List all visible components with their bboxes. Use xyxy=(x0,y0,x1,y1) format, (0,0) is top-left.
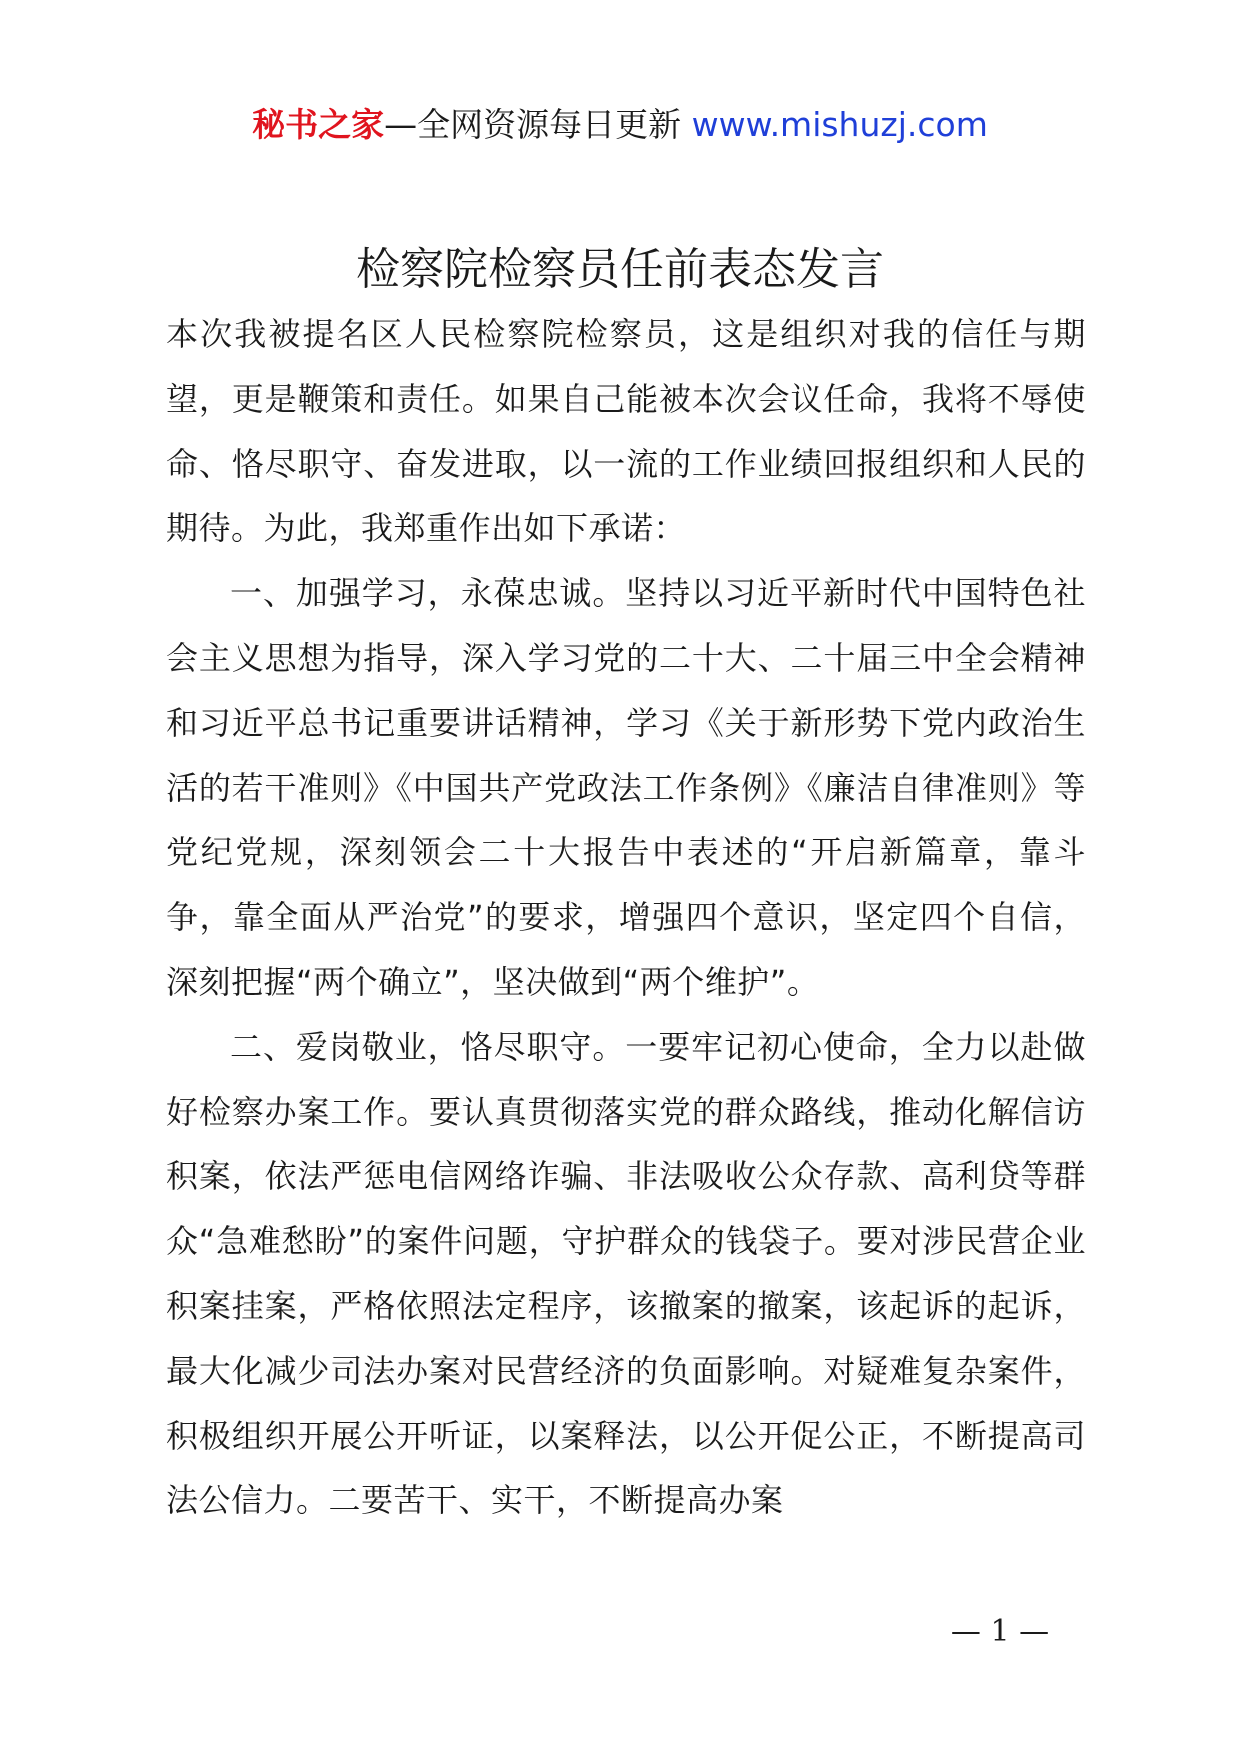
brand-name: 秘书之家 xyxy=(252,105,385,144)
page-number: — 1 — xyxy=(950,1614,1050,1649)
site-url-link[interactable]: www.mishuzj.com xyxy=(691,105,988,144)
paragraph-intro: 本次我被提名区人民检察院检察员，这是组织对我的信任与期望，更是鞭策和责任。如果自己能被本次会议任命，我将不辱使命、恪尽职守、奋发进取，以一流的工作业绩回报组织和人民的期待。为此，我郑重作出如下承诺： xyxy=(166,315,1086,548)
paragraph-section-one: 一、加强学习，永葆忠诚。坚持以习近平新时代中国特色社会主义思想为指导，深入学习党的二十大、二十届三中全会精神和习近平总书记重要讲话精神，学习《关于新形势下党内政治生活的若干准则》《中国共产党政法工作条例》《廉洁自律准则》等党纪党规，深刻领会二十大报告中表述的“开启新篇章，靠斗争，靠全面从严治党”的要求，增强四个意识，坚定四个自信，深刻把握“两个确立”，坚决做到“两个维护”。 xyxy=(166,574,1086,1001)
document-title: 检察院检察员任前表态发言 xyxy=(356,244,884,295)
paragraph-section-two: 二、爱岗敬业，恪尽职守。一要牢记初心使命，全力以赴做好检察办案工作。要认真贯彻落实党的群众路线，推动化解信访积案，依法严惩电信网络诈骗、非法吸收公众存款、高利贷等群众“急难愁盼”的案件问题，守护群众的钱袋子。要对涉民营企业积案挂案，严格依照法定程序，该撤案的撤案，该起诉的起诉，最大化减少司法办案对民营经济的负面影响。对疑难复杂案件，积极组织开展公开听证，以案释法，以公开促公正，不断提高司法公信力。二要苦干、实干，不断提高办案 xyxy=(166,1027,1086,1520)
site-header-banner xyxy=(0,100,1240,150)
header-tagline: —全网资源每日更新 xyxy=(384,105,682,144)
document-body xyxy=(166,302,1086,1533)
